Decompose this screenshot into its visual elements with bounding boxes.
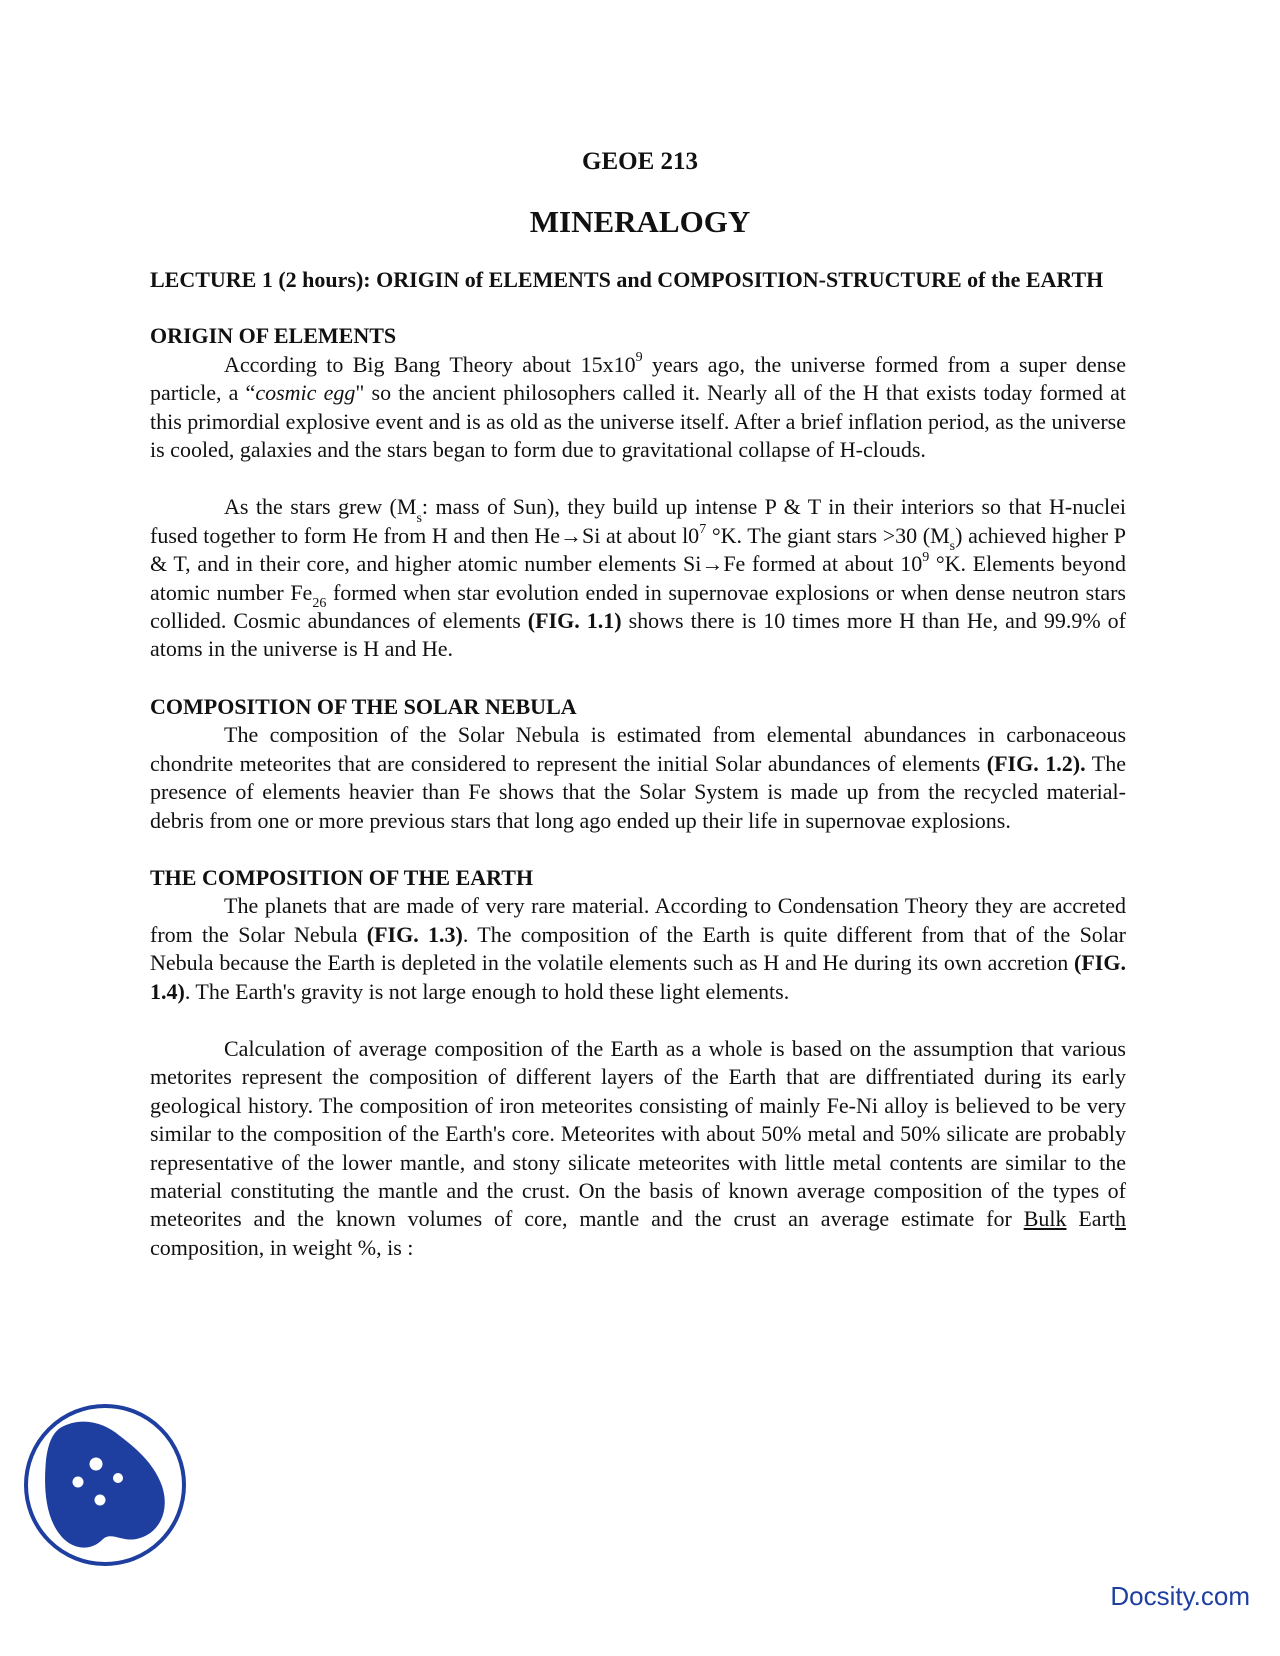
text-run: The composition of the Solar Nebula is estimated from elemental abundances in carbonaceous chondrite meteorites that are considered to represent the initial Solar abundances of elements (150, 722, 1126, 776)
text-run: According to Big Bang Theory about 15x10 (224, 351, 636, 377)
underlined-term: Bulk (1023, 1206, 1067, 1232)
course-code: GEOE 213 (582, 148, 698, 175)
text-run: The planets that are made of very rare material. According to Condensation Theory they are accreted from the Solar Nebula (150, 893, 1126, 947)
italic-term: cosmic egg (255, 380, 356, 406)
paragraph-origin-1 (150, 351, 1126, 465)
text-run: Eart (1078, 1206, 1116, 1232)
text-run: Calculation of average composition of the Earth as a whole is based on the assumption that various metorites represent the composition of different layers of the Earth that are diffrentiated during its early geological history. The composition of iron meteorites consisting of mainly Fe-Ni alloy is believed to be very similar to the composition of the Earth's core. Meteorites with about 50% metal and 50% silicate are probably representative of the lower mantle, and stony silicate meteorites with little metal contents are similar to the material constituting the mantle and the crust. On the basis of known average composition of the types of meteorites and the known volumes of core, mantle and the crust an average estimate for (150, 1035, 1126, 1232)
text-run: formed when star evolution ended in supernovae explosions or when dense neutron stars collided. Cosmic abundances of elements (150, 579, 1126, 634)
subscript: s (949, 539, 956, 555)
text-run: composition, in weight %, is : (150, 1234, 414, 1260)
subscript: s (416, 510, 422, 526)
text-run: . The composition of the Earth is quite different from that of the Solar Nebula because the Earth is depleted in the volatile elements such as H and He during its own accretion (150, 921, 1127, 976)
paragraph-earth-1 (150, 892, 1126, 1006)
document-body (150, 266, 1126, 1262)
paragraph-earth-2 (150, 1035, 1126, 1262)
text-run: . The Earth's gravity is not large enough to hold these light elements. (184, 978, 790, 1004)
figure-reference: (FIG. 1.4) (150, 950, 1126, 1004)
text-run: The presence of elements heavier than Fe shows that the Solar System is made up from the recycled material-debris from one or more previous stars that long ago ended up their life in supernovae explosions. (150, 750, 1127, 833)
section-heading-origin: ORIGIN OF ELEMENTS (150, 323, 397, 349)
figure-reference: (FIG. 1.3) (366, 921, 463, 947)
text-run: shows there is 10 times more H than He, and 99.9% of atoms in the universe is H and He. (150, 608, 1127, 662)
superscript: 7 (699, 521, 707, 537)
text-run: As the stars grew (M (224, 494, 417, 520)
paragraph-solar-1 (150, 721, 1126, 835)
text-run (1066, 1206, 1078, 1231)
text-run: °K. Elements beyond atomic number Fe (150, 551, 1126, 605)
docsity-brand-text[interactable]: Docsity.com (1110, 1581, 1250, 1611)
section-heading-earth: THE COMPOSITION OF THE EARTH (150, 864, 534, 890)
lecture-heading: LECTURE 1 (2 hours): ORIGIN of ELEMENTS and COMPOSITION-STRUCTURE of the EARTH (150, 267, 1104, 292)
superscript: 9 (635, 350, 643, 366)
subscript: 26 (312, 596, 327, 612)
docsity-logo-icon (22, 1402, 188, 1568)
paragraph-origin-2 (150, 493, 1126, 663)
section-heading-solar: COMPOSITION OF THE SOLAR NEBULA (150, 693, 577, 719)
figure-reference: (FIG. 1.2). (986, 750, 1086, 776)
superscript: 9 (922, 549, 930, 565)
text-run: " so the ancient philosophers called it. Nearly all of the H that exists today formed at this primordial explosive event and is as old as the universe itself. After a brief inflation period, as the universe is cooled, galaxies and the stars began to form due to gravitational collapse of H-clouds. (150, 380, 1126, 463)
course-title: MINERALOGY (529, 204, 751, 239)
text-run: years ago, the universe formed from a super dense particle, a “ (150, 351, 1127, 406)
text-run: °K. The giant stars >30 (M (706, 522, 950, 548)
figure-reference: (FIG. 1.1) (527, 608, 622, 634)
text-run: : mass of Sun), they build up intense P & T in their interiors so that H-nuclei fused together to form He from H and then He→Si at about l0 (150, 494, 1126, 548)
underlined-term: h (1115, 1206, 1127, 1232)
text-run: ) achieved higher P & T, and in their core, and higher atomic number elements Si→Fe formed at about 10 (150, 522, 1127, 577)
